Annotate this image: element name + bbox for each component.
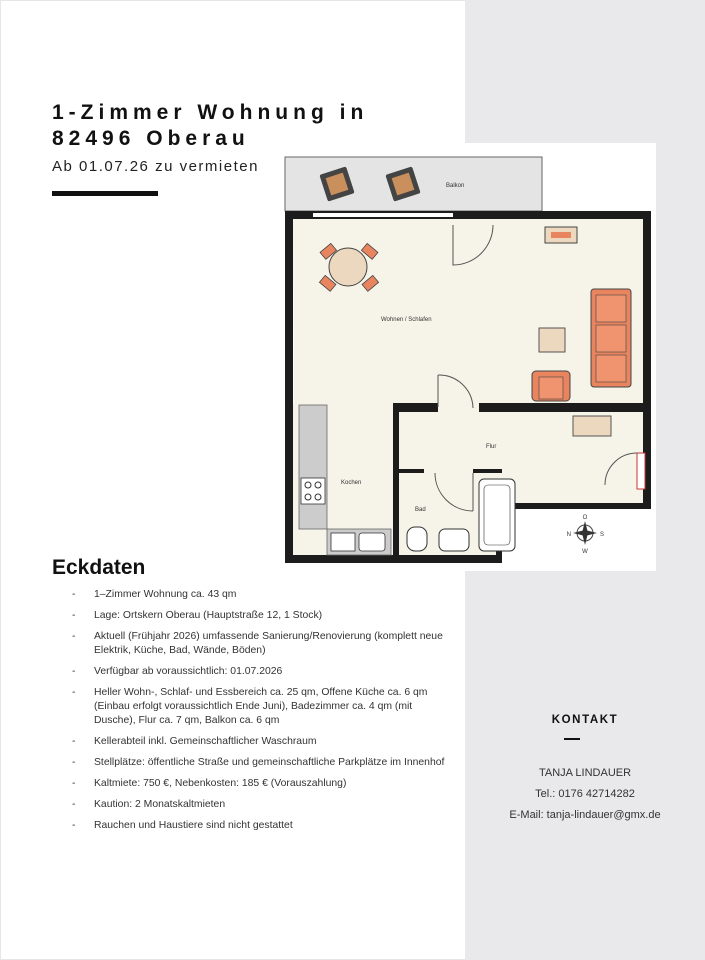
- floor-plan: [283, 143, 656, 571]
- title-underline: [52, 191, 158, 196]
- shower-tray: [479, 479, 515, 551]
- wall-left: [285, 211, 293, 563]
- fact-item: - Rauchen und Haustiere sind nicht gestattet: [72, 819, 452, 833]
- wall-inner-right: [479, 403, 643, 412]
- floor-plan-drawing: [283, 143, 656, 571]
- fact-item: - Lage: Ortskern Oberau (Hauptstraße 12, 1 Stock): [72, 609, 452, 623]
- section-heading-eckdaten: Eckdaten: [52, 556, 146, 579]
- wall-bath-top-left: [399, 469, 424, 473]
- washbasin: [439, 529, 469, 551]
- availability-subtitle: Ab 01.07.26 zu vermieten: [52, 158, 259, 175]
- contact-email[interactable]: E-Mail: tanja-lindauer@gmx.de: [509, 809, 661, 821]
- wall-bath-top-right: [473, 469, 502, 473]
- stove: [301, 478, 325, 504]
- fact-item: - Heller Wohn-, Schlaf- und Essbereich ca. 25 qm, Offene Küche ca. 6 qm (Einbau erfolgt voraussichtlich Ende Juni), Badezimmer ca. 4 qm (mit Dusche), Flur ca. 7 qm, Balkon ca. 6 qm: [72, 686, 452, 728]
- compass-north: N: [566, 532, 571, 538]
- fact-item: - 1–Zimmer Wohnung ca. 43 qm: [72, 588, 452, 602]
- compass-icon: [567, 515, 604, 555]
- fact-item: - Aktuell (Frühjahr 2026) umfassende Sanierung/Renovierung (komplett neue Elektrik, Küche, Bad, Wände, Böden): [72, 630, 452, 658]
- fact-item: - Kaltmiete: 750 €, Nebenkosten: 185 € (Vorauszahlung): [72, 777, 452, 791]
- room-label-hall: Flur: [486, 444, 497, 450]
- sofa: [591, 289, 631, 387]
- title-line-1: 1-Zimmer Wohnung in: [52, 101, 369, 124]
- coffee-table: [539, 328, 565, 352]
- fact-item: - Kellerabteil inkl. Gemeinschaftlicher Waschraum: [72, 735, 452, 749]
- wall-lower-right: [496, 503, 651, 509]
- room-label-balcony: Balkon: [446, 183, 465, 189]
- compass-east: O: [582, 515, 588, 521]
- room-label-bath: Bad: [415, 507, 426, 513]
- contact-heading: KONTAKT: [551, 714, 619, 726]
- wall-inner-left: [393, 403, 438, 412]
- armchair: [532, 371, 570, 401]
- sink-drainer: [331, 533, 355, 551]
- compass-south: S: [600, 532, 605, 538]
- room-label-living: Wohnen / Schlafen: [381, 317, 432, 323]
- fact-item: - Verfügbar ab voraussichtlich: 01.07.2026: [72, 665, 452, 679]
- kitchen-counter: [299, 405, 327, 529]
- toilet: [407, 527, 427, 551]
- balcony-window: [313, 213, 453, 217]
- fact-item: - Stellplätze: öffentliche Straße und gemeinschaftliche Parkplätze im Innenhof: [72, 756, 452, 770]
- contact-name: TANJA LINDAUER: [538, 767, 632, 779]
- title-line-2: 82496 Oberau: [52, 127, 250, 150]
- entry-door-frame: [637, 453, 645, 489]
- room-label-kitchen: Kochen: [341, 480, 362, 486]
- wall-kitchen: [393, 403, 399, 563]
- hall-console: [573, 416, 611, 436]
- contact-divider: [564, 738, 580, 740]
- contact-phone[interactable]: Tel.: 0176 42714282: [535, 788, 635, 800]
- sink-basin: [359, 533, 385, 551]
- facts-list: [72, 588, 452, 840]
- compass-west: W: [582, 549, 588, 555]
- fact-item: - Kaution: 2 Monatskaltmieten: [72, 798, 452, 812]
